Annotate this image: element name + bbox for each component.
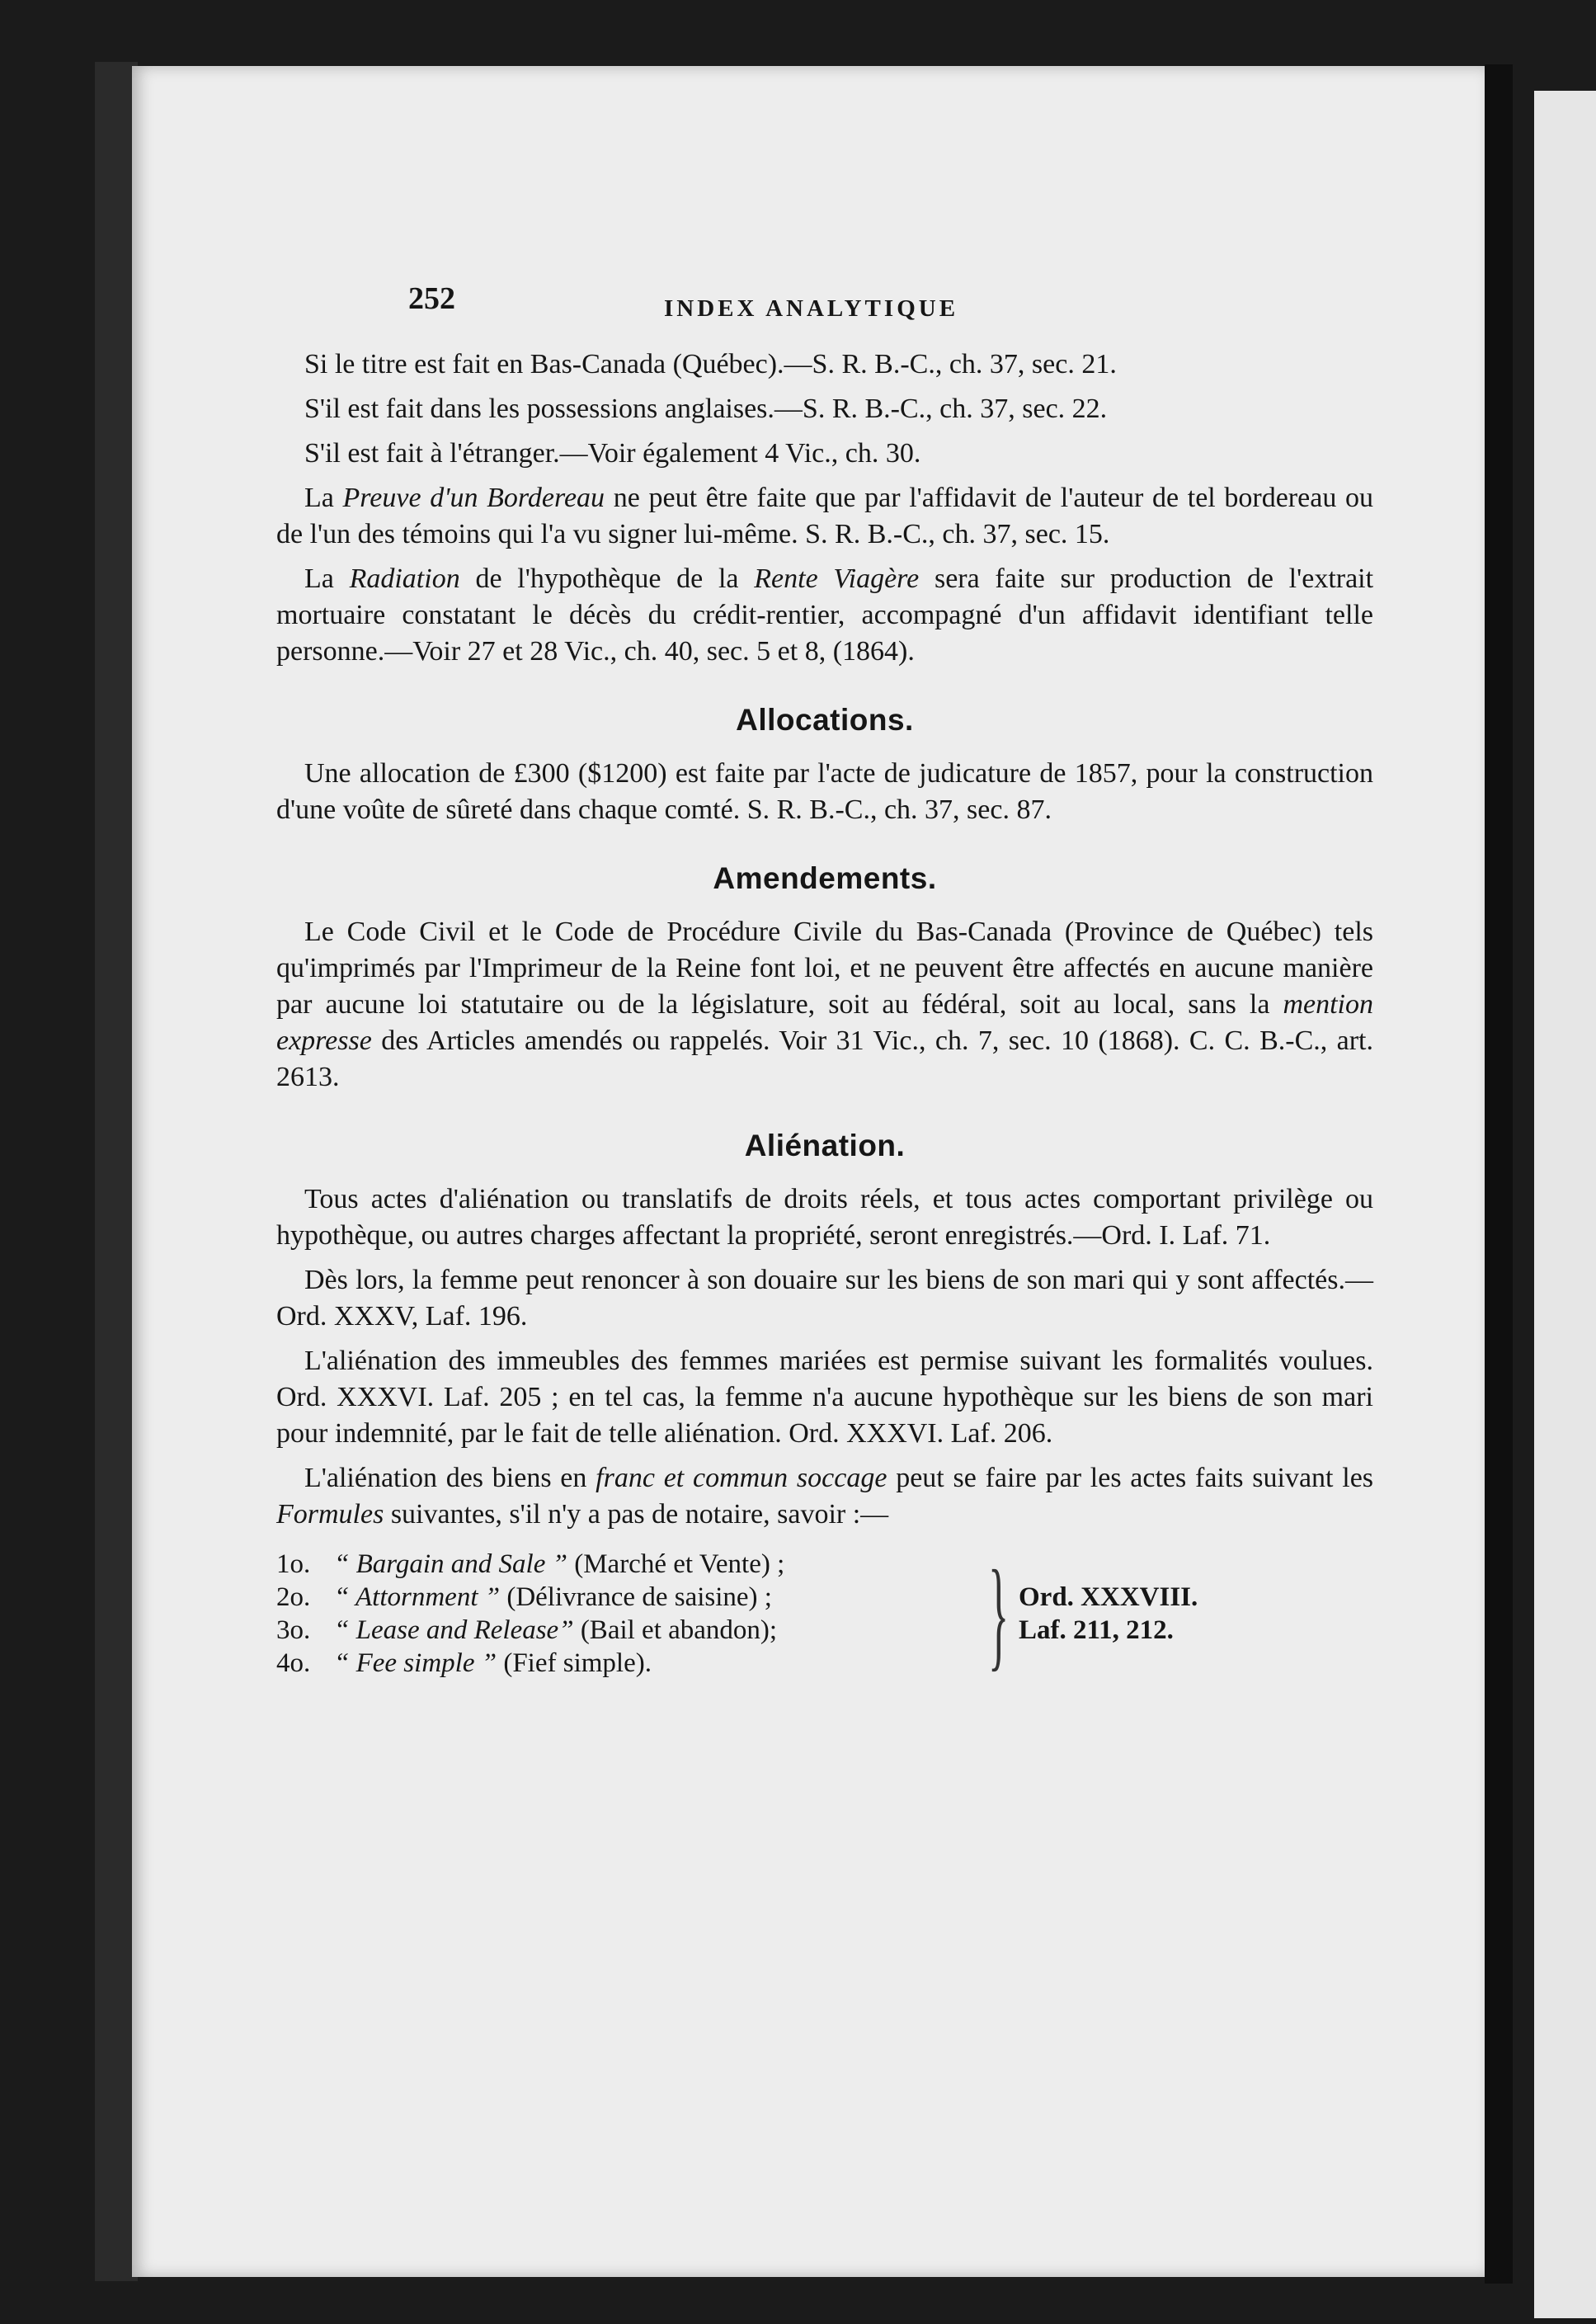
formula-gloss: (Bail et abandon);: [580, 1615, 778, 1645]
mention-expresse-term: mention expresse: [276, 989, 1374, 1056]
allocations-paragraph: Une allocation de £300 ($1200) est faite par l'acte de judicature de 1857, pour la construction d'une voûte de sûreté dans chaque comté. S. R. B.-C., ch. 37, sec. 87.: [276, 758, 1373, 825]
formula-number: 4o.: [276, 1648, 311, 1678]
running-head: [276, 272, 1373, 346]
formula-gloss: (Marché et Vente) ;: [574, 1549, 785, 1579]
formula-reference: [1019, 1581, 1198, 1647]
allocations-heading: Allocations.: [736, 703, 914, 737]
rente-viagere-term: Rente Viagère: [754, 563, 920, 594]
alienation-heading: Aliénation.: [744, 1129, 906, 1162]
amendements-heading: Amendements.: [713, 861, 937, 895]
alienation-paragraph-1: Tous actes d'aliénation ou translatifs de droits réels, et tous actes comportant privilège ou hypothèque, ou autres charges affectant la propriété, seront enregistrés.—Ord. I. Laf. 71.: [276, 1184, 1373, 1251]
formules-term: Formules: [276, 1499, 384, 1530]
formula-item: [276, 1647, 977, 1680]
formula-item: [276, 1581, 977, 1614]
alienation-paragraph-4: [276, 1460, 1373, 1533]
preuve-rest: ne peut être faite que par l'affidavit de l'auteur de tel bordereau ou de l'un des témoins qui l'a vu signer lui-même. S. R. B.-C., ch. 37, sec. 15.: [276, 483, 1373, 549]
formula-term: “ Bargain and Sale ”: [334, 1549, 567, 1579]
formula-reference-ord: Ord. XXXVIII.: [1019, 1582, 1198, 1612]
formula-item: [276, 1614, 977, 1647]
alienation-p4-mid: peut se faire par les actes faits suivant les: [896, 1463, 1374, 1493]
alienation-p4-lead: L'aliénation des biens en: [304, 1463, 587, 1493]
formula-gloss: (Fief simple).: [503, 1648, 652, 1678]
formula-number: 3o.: [276, 1615, 311, 1645]
alienation-p4-tail: suivantes, s'il n'y a pas de notaire, savoir :—: [390, 1499, 889, 1530]
alienation-paragraph-2: Dès lors, la femme peut renoncer à son douaire sur les biens de son mari qui y sont affectés.—Ord. XXXV, Laf. 196.: [276, 1265, 1373, 1332]
radiation-lead: La: [304, 563, 334, 594]
page-number: 252: [408, 281, 455, 316]
radiation-term: Radiation: [349, 563, 460, 594]
preuve-term: Preuve d'un Bordereau: [342, 483, 605, 513]
radiation-rest: sera faite sur production de l'extrait mortuaire constatant le décès du crédit-rentier, accompagné d'un affidavit identifiant telle personne.—Voir 27 et 28 Vic., ch. 40, sec. 5 et 8, (1864).: [276, 563, 1374, 667]
running-title: INDEX ANALYTIQUE: [664, 295, 959, 322]
intro-paragraph-british: S'il est fait dans les possessions anglaises.—S. R. B.-C., ch. 37, sec. 22.: [304, 394, 1108, 424]
formula-item: [276, 1548, 977, 1581]
page-content: [276, 272, 1373, 1680]
formula-term: “ Attornment ”: [334, 1582, 501, 1612]
amendements-after: des Articles amendés ou rappelés. Voir 31 Vic., ch. 7, sec. 10 (1868). C. C. B.-C., art. 2613.: [276, 1025, 1373, 1092]
facing-page-edge: [1534, 91, 1596, 2318]
preuve-lead: La: [304, 483, 334, 513]
formula-number: 1o.: [276, 1549, 311, 1579]
franc-soccage-term: franc et commun soccage: [596, 1463, 887, 1493]
formulas-block: [276, 1545, 1373, 1682]
page-gutter-shadow: [1485, 64, 1513, 2284]
alienation-paragraph-3: L'aliénation des immeubles des femmes mariées est permise suivant les formalités voulues. Ord. XXXVI. Laf. 205 ; en tel cas, la femme n'a aucune hypothèque sur les biens de son mari pour indemnité, par le fait de telle aliénation. Ord. XXXVI. Laf. 206.: [276, 1346, 1373, 1449]
radiation-mid: de l'hypothèque de la: [475, 563, 739, 594]
intro-paragraph-foreign: S'il est fait à l'étranger.—Voir également 4 Vic., ch. 30.: [304, 438, 921, 469]
intro-paragraph-quebec: Si le titre est fait en Bas-Canada (Québec).—S. R. B.-C., ch. 37, sec. 21.: [304, 349, 1117, 379]
formula-gloss: (Délivrance de saisine) ;: [506, 1582, 772, 1612]
formula-reference-laf: Laf. 211, 212.: [1019, 1615, 1174, 1645]
formula-term: “ Lease and Release”: [334, 1615, 574, 1645]
right-brace: }: [988, 1545, 1010, 1682]
formula-term: “ Fee simple ”: [334, 1648, 497, 1678]
radiation-paragraph: [276, 561, 1373, 670]
amendements-paragraph: [276, 914, 1373, 1096]
formula-number: 2o.: [276, 1582, 311, 1612]
preuve-paragraph: [276, 480, 1373, 553]
amendements-before: Le Code Civil et le Code de Procédure Civile du Bas-Canada (Province de Québec) tels qu'imprimés par l'Imprimeur de la Reine font loi, et ne peuvent être affectés en aucune manière par aucune loi statutaire ou de la législature, soit au fédéral, soit au local, sans la: [276, 917, 1373, 1020]
formulas-list: [276, 1548, 977, 1680]
